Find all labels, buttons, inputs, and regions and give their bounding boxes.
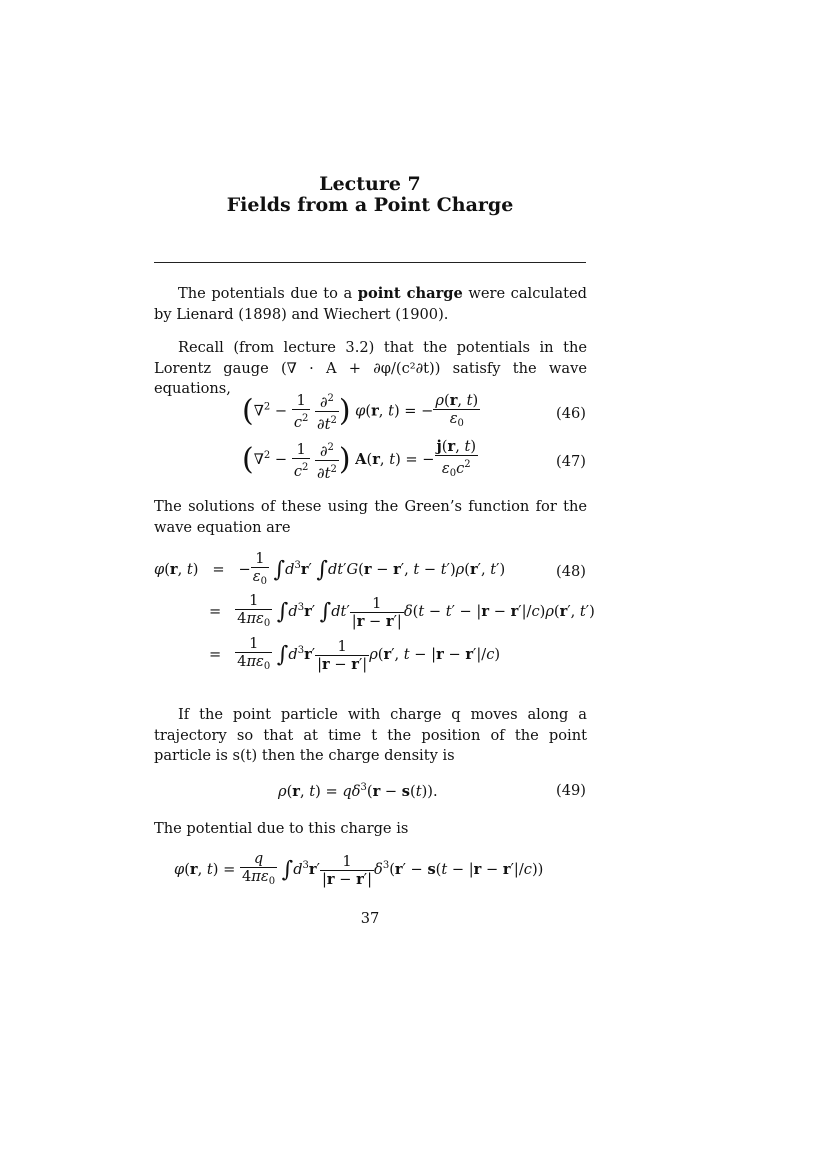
paragraph-intro bbox=[154, 284, 587, 325]
equation-48-line-1: φ(r, t) = − $\frac{1}{\varepsilon_0}$ $\int d^3r'$ ∫dt′G(r − r′, t − t′)ρ(r′, t′) bbox=[154, 550, 506, 587]
equation-potential: φ(r, t) = $\frac{q}{4\pi\varepsilon_0}$ $\int d^3r'$ $\frac{1}{|r - r'|}$ $\delta^3(r' - s(t - |r - r'|/c))$ bbox=[174, 850, 544, 888]
potential-text: The potential due to this charge is bbox=[154, 820, 409, 837]
equation-46: (∇$^2$ − $\frac{1}{c^2}$ $\frac{\partial^2}{\partial t^2}$ ) φ(r, t) = − $\frac{\rho(r, t)}{\varepsilon_0}$ bbox=[242, 391, 479, 433]
page-title: Fields from a Point Charge bbox=[226, 194, 514, 216]
intro-text-end: were calculated by Lienard (1898) and Wiechert (1900). bbox=[154, 285, 587, 323]
equation-number-48: (48) bbox=[556, 563, 586, 580]
page-number: 37 bbox=[360, 910, 380, 927]
trajectory-text: If the point particle with charge q moves along a trajectory so that at time t the position of the point particle is s(t) then the charge density is bbox=[154, 706, 587, 764]
paragraph-potential bbox=[154, 819, 587, 840]
equation-number-49: (49) bbox=[556, 782, 586, 799]
equation-48-line-2: = $\frac{1}{4\pi\varepsilon_0}$ $\int d^3r'$ ∫dt′ $\frac{1}{|r - r'|}$ δ(t − t′ − |r − r′|/c)ρ(r′, t′) bbox=[209, 592, 595, 630]
equation-48-line-3: = $\frac{1}{4\pi\varepsilon_0}$ $\int d^3r'$ $\frac{1}{|r - r'|}$ ρ(r′, t − |r − r′|/c) bbox=[209, 635, 501, 673]
title-divider bbox=[154, 262, 586, 263]
paragraph-solutions bbox=[154, 497, 587, 538]
paragraph-trajectory bbox=[154, 705, 587, 767]
equation-47: (∇$^2$ − $\frac{1}{c^2}$ $\frac{\partial^2}{\partial t^2}$ ) A(r, t) = − $\frac{j(r, t)}{\varepsilon_0c^2}$ bbox=[242, 438, 477, 482]
recall-text: Recall (from lecture 3.2) that the potentials in the Lorentz gauge (∇ · A + ∂φ/(c²∂t)) satisfy the wave equations, bbox=[154, 339, 587, 397]
equation-number-46: (46) bbox=[556, 405, 586, 422]
equation-number-47: (47) bbox=[556, 453, 586, 470]
intro-bold-term: point charge bbox=[357, 285, 463, 302]
equation-49: ρ(r, $t) = q\delta^3(r - s(t))$. bbox=[278, 782, 438, 800]
lecture-number: Lecture 7 bbox=[319, 173, 421, 195]
solutions-text: The solutions of these using the Green’s function for the wave equation are bbox=[154, 498, 587, 536]
intro-text-start: The potentials due to a bbox=[178, 285, 358, 302]
